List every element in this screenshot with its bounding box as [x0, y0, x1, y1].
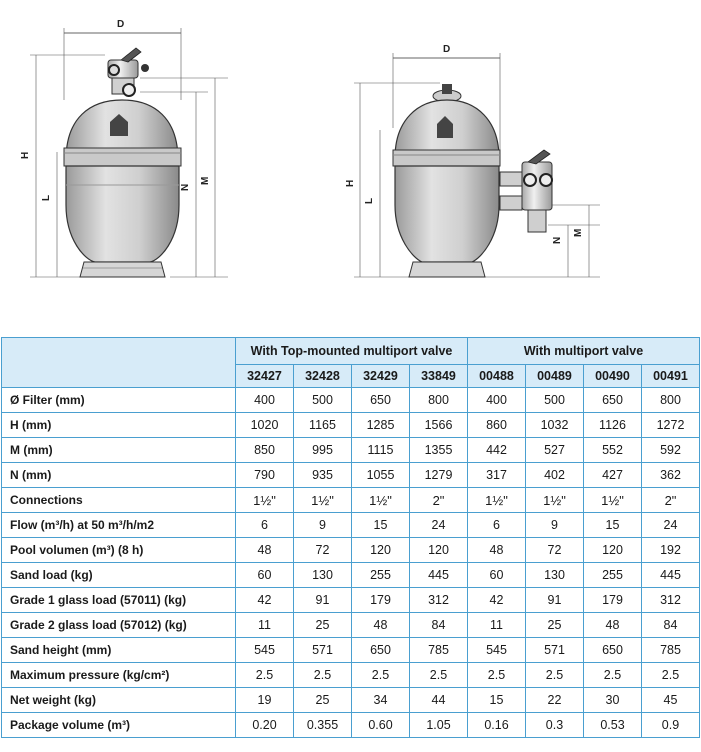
product-code-header: 00491 — [642, 365, 700, 388]
table-cell: 312 — [642, 588, 700, 613]
table-row — [2, 563, 700, 588]
table-cell: 1½" — [294, 488, 352, 513]
table-cell: 1020 — [236, 413, 294, 438]
table-cell: 860 — [468, 413, 526, 438]
table-cell: 15 — [468, 688, 526, 713]
filter-drawings — [0, 0, 701, 300]
product-code-header: 00490 — [584, 365, 642, 388]
dim-n-label-right: N — [552, 236, 563, 244]
product-code-header: 32427 — [236, 365, 294, 388]
table-cell: 995 — [294, 438, 352, 463]
table-cell: 130 — [526, 563, 584, 588]
product-code-header: 00488 — [468, 365, 526, 388]
table-row — [2, 388, 700, 413]
table-cell: 571 — [294, 638, 352, 663]
product-code-header: 32429 — [352, 365, 410, 388]
table-cell: 552 — [584, 438, 642, 463]
table-cell: 48 — [236, 538, 294, 563]
table-cell: 442 — [468, 438, 526, 463]
table-cell: 11 — [236, 613, 294, 638]
table-cell: 2.5 — [352, 663, 410, 688]
table-cell: 650 — [352, 638, 410, 663]
table-cell: 0.20 — [236, 713, 294, 738]
table-cell: 1½" — [352, 488, 410, 513]
table-cell: 0.60 — [352, 713, 410, 738]
dim-h-label-right: H — [345, 179, 356, 187]
table-cell: 1½" — [468, 488, 526, 513]
table-cell: 0.3 — [526, 713, 584, 738]
table-cell: 785 — [642, 638, 700, 663]
table-cell: 0.9 — [642, 713, 700, 738]
row-label: Pool volumen (m³) (8 h) — [2, 538, 236, 563]
table-cell: 1279 — [410, 463, 468, 488]
dim-l-label-right: L — [364, 197, 375, 204]
table-cell: 785 — [410, 638, 468, 663]
table-cell: 1566 — [410, 413, 468, 438]
row-label: H (mm) — [2, 413, 236, 438]
row-label: Grade 1 glass load (57011) (kg) — [2, 588, 236, 613]
table-cell: 15 — [584, 513, 642, 538]
table-cell: 45 — [642, 688, 700, 713]
table-row — [2, 713, 700, 738]
table-cell: 317 — [468, 463, 526, 488]
row-label: Grade 2 glass load (57012) (kg) — [2, 613, 236, 638]
row-label: Maximum pressure (kg/cm²) — [2, 663, 236, 688]
table-cell: 445 — [410, 563, 468, 588]
row-label: Connections — [2, 488, 236, 513]
table-cell: 402 — [526, 463, 584, 488]
table-cell: 1½" — [584, 488, 642, 513]
table-cell: 120 — [352, 538, 410, 563]
table-cell: 527 — [526, 438, 584, 463]
table-cell: 130 — [294, 563, 352, 588]
table-cell: 255 — [584, 563, 642, 588]
dim-l-label: L — [41, 194, 52, 201]
group-header-top-mounted: With Top-mounted multiport valve — [236, 338, 468, 365]
table-cell: 427 — [584, 463, 642, 488]
table-cell: 72 — [294, 538, 352, 563]
table-cell: 42 — [236, 588, 294, 613]
table-corner — [2, 338, 236, 388]
table-cell: 179 — [584, 588, 642, 613]
table-cell: 0.355 — [294, 713, 352, 738]
table-cell: 91 — [526, 588, 584, 613]
table-row — [2, 613, 700, 638]
table-cell: 84 — [642, 613, 700, 638]
table-cell: 790 — [236, 463, 294, 488]
left-filter-drawing — [20, 19, 228, 277]
table-cell: 179 — [352, 588, 410, 613]
table-cell: 362 — [642, 463, 700, 488]
table-cell: 312 — [410, 588, 468, 613]
table-cell: 1055 — [352, 463, 410, 488]
dim-m-label-right: M — [573, 228, 584, 237]
table-cell: 592 — [642, 438, 700, 463]
table-cell: 2.5 — [410, 663, 468, 688]
table-cell: 2.5 — [294, 663, 352, 688]
table-cell: 84 — [410, 613, 468, 638]
table-cell: 24 — [410, 513, 468, 538]
dim-d-label: D — [117, 19, 125, 30]
table-row — [2, 488, 700, 513]
table-row — [2, 663, 700, 688]
table-cell: 2.5 — [236, 663, 294, 688]
table-cell: 2.5 — [584, 663, 642, 688]
dim-n-label: N — [180, 183, 191, 191]
table-cell: 15 — [352, 513, 410, 538]
table-cell: 545 — [468, 638, 526, 663]
table-cell: 19 — [236, 688, 294, 713]
table-cell: 2" — [642, 488, 700, 513]
table-cell: 800 — [410, 388, 468, 413]
table-cell: 1.05 — [410, 713, 468, 738]
table-cell: 0.16 — [468, 713, 526, 738]
table-row — [2, 513, 700, 538]
table-cell: 400 — [236, 388, 294, 413]
group-header-side-mounted: With multiport valve — [468, 338, 700, 365]
row-label: Net weight (kg) — [2, 688, 236, 713]
table-cell: 60 — [236, 563, 294, 588]
specifications-table — [1, 337, 700, 738]
product-code-header: 32428 — [294, 365, 352, 388]
table-cell: 34 — [352, 688, 410, 713]
table-cell: 1165 — [294, 413, 352, 438]
table-cell: 1126 — [584, 413, 642, 438]
table-cell: 1272 — [642, 413, 700, 438]
table-cell: 1355 — [410, 438, 468, 463]
table-cell: 571 — [526, 638, 584, 663]
table-cell: 2.5 — [468, 663, 526, 688]
table-cell: 120 — [584, 538, 642, 563]
table-cell: 650 — [584, 388, 642, 413]
table-cell: 9 — [526, 513, 584, 538]
table-row — [2, 638, 700, 663]
table-row — [2, 688, 700, 713]
row-label: Package volume (m³) — [2, 713, 236, 738]
table-cell: 400 — [468, 388, 526, 413]
table-cell: 935 — [294, 463, 352, 488]
table-cell: 1½" — [526, 488, 584, 513]
table-cell: 25 — [294, 688, 352, 713]
table-cell: 1115 — [352, 438, 410, 463]
table-row — [2, 438, 700, 463]
table-cell: 11 — [468, 613, 526, 638]
table-cell: 44 — [410, 688, 468, 713]
product-code-header: 00489 — [526, 365, 584, 388]
dim-d-label-right: D — [443, 44, 451, 55]
table-cell: 30 — [584, 688, 642, 713]
spec-rows — [2, 388, 700, 738]
row-label: M (mm) — [2, 438, 236, 463]
table-cell: 25 — [294, 613, 352, 638]
table-row — [2, 588, 700, 613]
table-cell: 48 — [584, 613, 642, 638]
table-row — [2, 538, 700, 563]
table-cell: 1285 — [352, 413, 410, 438]
dim-m-label: M — [200, 176, 211, 185]
table-cell: 192 — [642, 538, 700, 563]
table-cell: 22 — [526, 688, 584, 713]
table-cell: 500 — [294, 388, 352, 413]
table-cell: 42 — [468, 588, 526, 613]
table-cell: 9 — [294, 513, 352, 538]
table-cell: 545 — [236, 638, 294, 663]
right-filter-drawing — [345, 44, 600, 277]
table-cell: 650 — [352, 388, 410, 413]
row-label: Sand height (mm) — [2, 638, 236, 663]
table-cell: 48 — [352, 613, 410, 638]
table-cell: 1032 — [526, 413, 584, 438]
table-cell: 2.5 — [642, 663, 700, 688]
table-cell: 2.5 — [526, 663, 584, 688]
table-cell: 2" — [410, 488, 468, 513]
row-label: Ø Filter (mm) — [2, 388, 236, 413]
product-code-header: 33849 — [410, 365, 468, 388]
table-cell: 120 — [410, 538, 468, 563]
row-label: Sand load (kg) — [2, 563, 236, 588]
table-cell: 48 — [468, 538, 526, 563]
table-cell: 800 — [642, 388, 700, 413]
table-cell: 25 — [526, 613, 584, 638]
table-cell: 60 — [468, 563, 526, 588]
table-cell: 1½" — [236, 488, 294, 513]
table-cell: 850 — [236, 438, 294, 463]
table-cell: 650 — [584, 638, 642, 663]
table-cell: 445 — [642, 563, 700, 588]
row-label: N (mm) — [2, 463, 236, 488]
table-cell: 500 — [526, 388, 584, 413]
dim-h-label: H — [20, 151, 31, 159]
table-cell: 0.53 — [584, 713, 642, 738]
table-cell: 255 — [352, 563, 410, 588]
table-cell: 6 — [236, 513, 294, 538]
table-cell: 6 — [468, 513, 526, 538]
table-cell: 24 — [642, 513, 700, 538]
row-label: Flow (m³/h) at 50 m³/h/m2 — [2, 513, 236, 538]
table-row — [2, 413, 700, 438]
table-row — [2, 463, 700, 488]
table-cell: 72 — [526, 538, 584, 563]
table-cell: 91 — [294, 588, 352, 613]
